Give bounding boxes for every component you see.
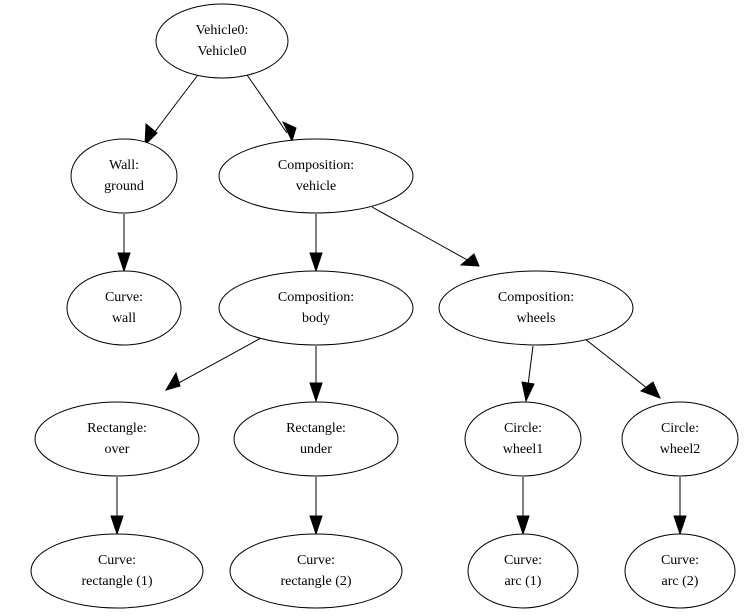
edge-arrowhead (310, 253, 322, 271)
node-label-type: Curve: (97, 553, 137, 569)
node-label-type: Composition: (277, 290, 355, 306)
graph-edge (372, 207, 479, 266)
graph-edge (118, 214, 130, 271)
node-ellipse[interactable] (156, 4, 288, 78)
graph-node[interactable] (468, 534, 578, 608)
node-ellipse[interactable] (439, 271, 633, 345)
node-label-name: rectangle (1) (81, 574, 153, 590)
node-ellipse[interactable] (67, 271, 181, 345)
node-label-type: Wall: (109, 158, 139, 174)
node-ellipse[interactable] (234, 402, 398, 476)
graph-edge (674, 477, 686, 534)
node-label-name: wall (111, 311, 137, 327)
node-label-type: Curve: (296, 553, 336, 569)
node-ellipse[interactable] (71, 139, 177, 213)
edge-arrowhead (522, 382, 534, 401)
node-ellipse[interactable] (625, 534, 735, 608)
node-label-type: Curve: (660, 553, 700, 569)
node-label-type: Circle: (660, 421, 700, 437)
edge-arrowhead (461, 254, 479, 266)
graph-edge (310, 214, 322, 271)
node-label-type: Rectangle: (286, 421, 346, 437)
graph-edge (166, 338, 261, 390)
graph-edge (517, 477, 529, 534)
edge-line (372, 207, 471, 262)
node-label-name: under (300, 442, 332, 458)
edge-arrowhead (517, 516, 529, 534)
graph-node[interactable] (31, 534, 203, 608)
node-label-name: vehicle (295, 179, 337, 195)
node-label-name: ground (104, 179, 144, 195)
edge-arrowhead (118, 253, 130, 271)
node-label-name: arc (1) (504, 574, 542, 590)
node-label-type: Curve: (104, 290, 144, 306)
node-label-type: Circle: (503, 421, 543, 437)
node-label-name: wheels (516, 311, 556, 327)
node-ellipse[interactable] (468, 534, 578, 608)
node-label-name: wheel1 (502, 442, 544, 458)
graph-node[interactable] (219, 139, 413, 213)
node-ellipse[interactable] (219, 139, 413, 213)
node-ellipse[interactable] (219, 271, 413, 345)
edge-arrowhead (111, 516, 123, 534)
edge-line (173, 338, 261, 386)
graph-node[interactable] (234, 402, 398, 476)
graph-edge (247, 75, 296, 141)
graph-node[interactable] (625, 534, 735, 608)
graph-edge (585, 339, 660, 398)
node-ellipse[interactable] (622, 402, 738, 476)
node-label-type: Composition: (277, 158, 355, 174)
graph-edge (310, 477, 322, 534)
graph-edge (145, 75, 198, 145)
graph-node[interactable] (156, 4, 288, 78)
node-label-type: Vehicle0: (195, 23, 249, 39)
graph-node[interactable] (230, 534, 402, 608)
node-label-name: arc (2) (661, 574, 699, 590)
edge-arrowhead (641, 382, 660, 398)
edge-arrowhead (310, 516, 322, 534)
node-label-name: Vehicle0 (197, 44, 247, 60)
graph-node[interactable] (67, 271, 181, 345)
graph-node[interactable] (219, 271, 413, 345)
graph-edge (522, 346, 534, 401)
node-label-name: rectangle (2) (280, 574, 352, 590)
node-label-name: body (302, 311, 330, 327)
graph-edge (310, 346, 322, 401)
edge-line (585, 339, 653, 393)
edge-arrowhead (674, 516, 686, 534)
nodes-layer (31, 4, 738, 608)
node-label-name: over (104, 442, 130, 458)
edge-arrowhead (145, 124, 157, 145)
edge-arrowhead (166, 373, 180, 390)
edge-line (247, 75, 287, 133)
graph-edge (111, 477, 123, 534)
node-label-type: Curve: (503, 553, 543, 569)
graph-node[interactable] (71, 139, 177, 213)
node-ellipse[interactable] (31, 534, 203, 608)
graph-node[interactable] (622, 402, 738, 476)
node-ellipse[interactable] (230, 534, 402, 608)
node-ellipse[interactable] (35, 402, 199, 476)
edge-arrowhead (310, 383, 322, 401)
node-label-type: Rectangle: (87, 421, 147, 437)
edge-arrowhead (283, 122, 296, 141)
graph-node[interactable] (465, 402, 581, 476)
node-label-type: Composition: (497, 290, 575, 306)
edge-line (151, 75, 198, 137)
graph-node[interactable] (35, 402, 199, 476)
node-ellipse[interactable] (465, 402, 581, 476)
graph-node[interactable] (439, 271, 633, 345)
node-label-name: wheel2 (659, 442, 701, 458)
